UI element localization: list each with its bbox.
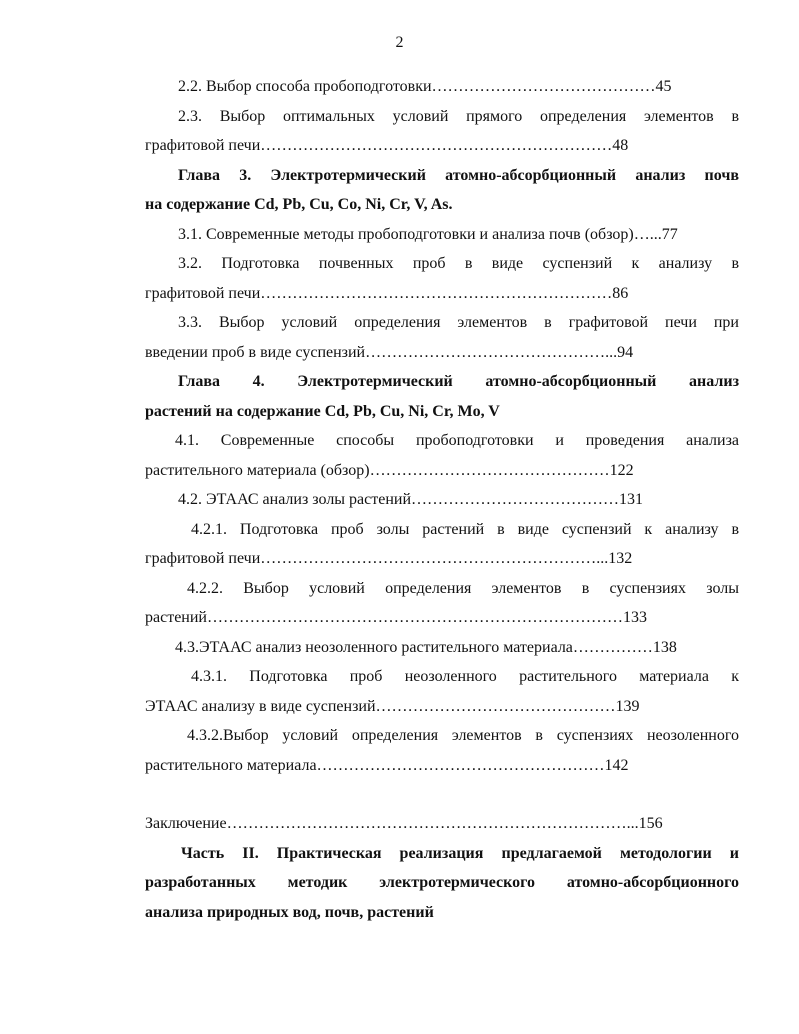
toc-entry-3-1: 3.1. Современные методы пробоподготовки и анализа почв (обзор)…...77 [178,225,678,243]
toc-entry-4-3-1-line1: 4.3.1. Подготовка проб неозоленного растительного материала к [191,668,739,685]
toc-entry-4-2-1-line1: 4.2.1. Подготовка проб золы растений в виде суспензий к анализу в [191,520,739,538]
toc-chapter-4-line1: Глава 4. Электротермический атомно-абсорбционный анализ [178,373,739,390]
toc-part-2-line2: разработанных методик электротермического атомно-абсорбционного [145,874,739,891]
toc-entry-4-3-2-line1: 4.3.2.Выбор условий определения элементов в суспензиях неозоленного [187,727,739,744]
toc-entry-4-3: 4.3.ЭТААС анализ неозоленного растительного материала……………138 [175,638,677,656]
toc-entry-3-3-line1: 3.3. Выбор условий определения элементов в графитовой печи при [178,314,739,331]
toc-entry-4-2-1-line2: графитовой печи………………………………………………………...132 [145,550,633,567]
toc-entry-4-1-line2: растительного материала (обзор)………………………………………122 [145,461,634,479]
toc-entry-2-3-line1: 2.3. Выбор оптимальных условий прямого определения элементов в [178,107,739,125]
toc-part-2-line3: анализа природных вод, почв, растений [145,903,434,921]
toc-chapter-3-line2: на содержание Cd, Pb, Cu, Co, Ni, Cr, V, As. [145,196,453,213]
toc-entry-4-3-2-line2: растительного материала………………………………………………142 [145,756,629,774]
toc-chapter-3-line1: Глава 3. Электротермический атомно-абсорбционный анализ почв [178,166,739,184]
toc-entry-3-3-line2: введении проб в виде суспензий………………………………………...94 [145,343,634,361]
toc-entry-4-1-line1: 4.1. Современные способы пробоподготовки и проведения анализа [175,432,739,449]
toc-part-2-line1: Часть II. Практическая реализация предлагаемой методологии и [181,844,739,862]
section-gap [145,780,739,809]
toc-entry-2-3-line2: графитовой печи…………………………………………………………48 [145,137,629,154]
toc-entry-2-2: 2.2. Выбор способа пробоподготовки……………………………………45 [178,78,672,95]
page-number: 2 [395,34,404,51]
toc-entry-4-3-1-line2: ЭТААС анализу в виде суспензий………………………………………139 [145,697,640,715]
table-of-contents [145,72,739,927]
toc-entry-3-2-line2: графитовой печи…………………………………………………………86 [145,284,629,302]
toc-entry-4-2: 4.2. ЭТААС анализ золы растений…………………………………131 [178,491,644,508]
toc-entry-conclusion: Заключение…………………………………………………………………...156 [145,815,663,832]
toc-chapter-4-line2: растений на содержание Cd, Pb, Cu, Ni, Cr, Mo, V [145,402,500,420]
toc-entry-4-2-2-line2: растений……………………………………………………………………133 [145,609,647,626]
toc-entry-3-2-line1: 3.2. Подготовка почвенных проб в виде суспензий к анализу в [178,255,739,272]
toc-entry-4-2-2-line1: 4.2.2. Выбор условий определения элементов в суспензиях золы [187,579,739,597]
